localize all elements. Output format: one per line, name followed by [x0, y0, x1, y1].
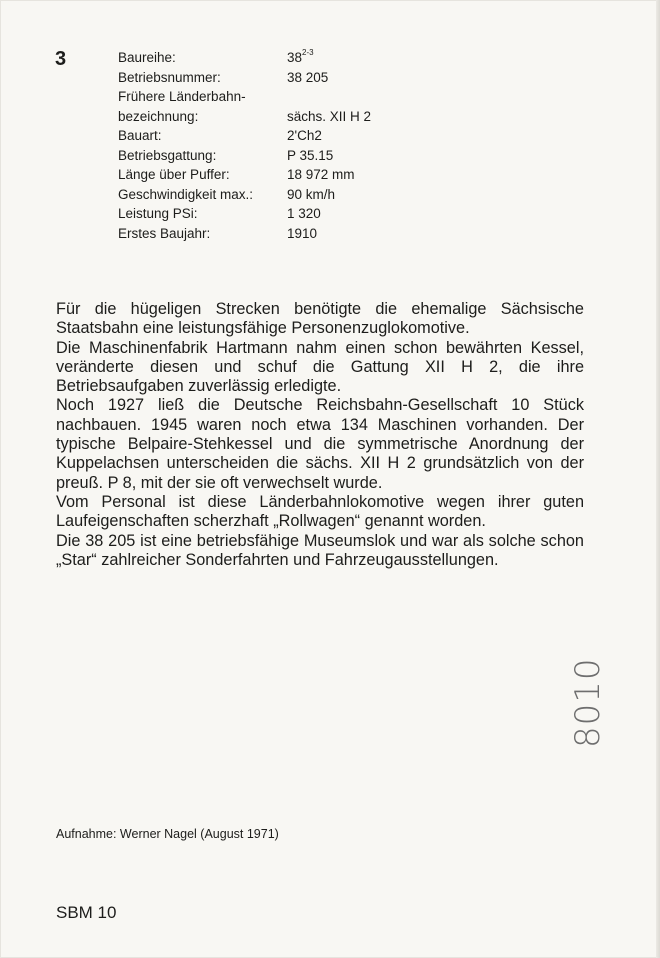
- spec-value: 90 km/h: [287, 186, 336, 202]
- spec-row: [118, 204, 371, 224]
- spec-label: Leistung PSi:: [118, 206, 198, 221]
- description-paragraph: Für die hügeligen Strecken benötigte die ehemalige Sächsische Staatsbahn eine leistungsfähige Personenzuglokomotive.: [56, 300, 584, 338]
- card-edge: [656, 0, 660, 958]
- spec-row: [118, 48, 371, 68]
- spec-value: 18 972 mm: [287, 167, 355, 182]
- description-paragraph: Noch 1927 ließ die Deutsche Reichsbahn-Gesellschaft 10 Stück nachbauen. 1945 waren noch etwa 134 Maschinen vorhanden. Der typische Belpaire-Stehkessel und die symmetrische Anordnung der Kuppelachsen unterscheiden die sächs. XII H 2 grundsätzlich von der preuß. P 8, mit der sie oft verwechselt wurde.: [56, 396, 584, 492]
- spec-table: [118, 48, 371, 243]
- spec-value: sächs. XII H 2: [287, 108, 372, 124]
- spec-row: [118, 126, 371, 146]
- photo-credit: Aufnahme: Werner Nagel (August 1971): [56, 827, 279, 841]
- spec-value-text: 38: [287, 50, 303, 65]
- spec-label: Länge über Puffer:: [118, 167, 230, 182]
- card-number: 3: [55, 48, 67, 70]
- spec-label: Betriebsgattung:: [118, 147, 217, 163]
- spec-label: Frühere Länderbahn- bezeichnung:: [118, 89, 246, 124]
- spec-value: [287, 48, 314, 68]
- spec-value: 1910: [287, 225, 318, 241]
- spec-value-superscript: 2-3: [302, 48, 314, 57]
- spec-row: [118, 87, 371, 126]
- spec-value: 2'Ch2: [287, 128, 322, 143]
- description-paragraph: Die 38 205 ist eine betriebsfähige Museumslok und war als solche schon „Star“ zahlreicher Sonderfahrten und Fahrzeugausstellungen.: [56, 531, 584, 569]
- spec-row: [118, 68, 371, 88]
- spec-label: Baureihe:: [118, 50, 176, 65]
- spec-row: [118, 185, 371, 205]
- spec-value: 38 205: [287, 69, 329, 85]
- description-paragraph: Vom Personal ist diese Länderbahnlokomotive wegen ihrer guten Laufeigenschaften scherzhaft „Rollwagen“ genannt worden.: [56, 492, 584, 531]
- spec-label: Geschwindigkeit max.:: [118, 186, 254, 202]
- spec-label: Bauart:: [118, 128, 162, 143]
- spec-value: 1 320: [287, 206, 321, 221]
- description-text: [56, 300, 584, 570]
- spec-label: Betriebsnummer:: [118, 69, 221, 85]
- handwritten-note: 8010: [568, 657, 608, 748]
- spec-row: [118, 224, 371, 244]
- series-label: SBM 10: [56, 903, 117, 922]
- description-paragraph: Die Maschinenfabrik Hartmann nahm einen schon bewährten Kessel, veränderte diesen und schuf die Gattung XII H 2, die ihre Betriebsaufgaben zuverlässig erledigte.: [56, 338, 584, 396]
- spec-label: Erstes Baujahr:: [118, 225, 211, 241]
- spec-value: P 35.15: [287, 147, 334, 163]
- spec-row: [118, 146, 371, 166]
- spec-row: [118, 165, 371, 185]
